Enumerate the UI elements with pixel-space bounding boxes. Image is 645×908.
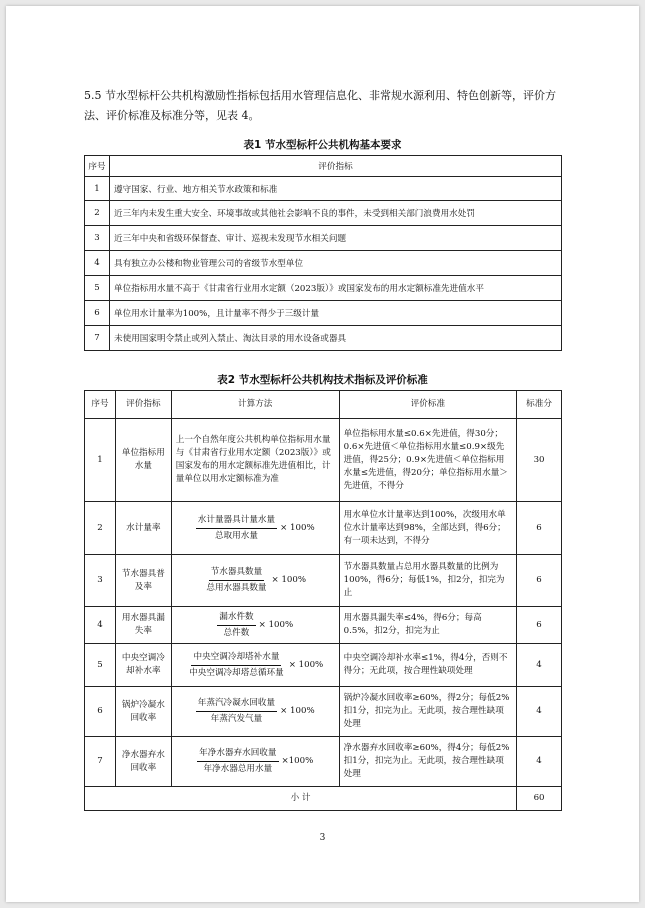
table2-cell-method xyxy=(171,644,339,687)
fraction xyxy=(204,566,268,595)
table2-header-criteria: 评价标准 xyxy=(339,391,516,419)
table1-row xyxy=(85,177,562,201)
table2-header-no: 序号 xyxy=(85,391,116,419)
table1-header-no: 序号 xyxy=(85,156,110,177)
table1-header-indicator: 评价指标 xyxy=(110,156,562,177)
table1-cell-no: 6 xyxy=(85,301,110,326)
table1-cell-no: 2 xyxy=(85,201,110,226)
fraction xyxy=(196,697,277,726)
table1-row xyxy=(85,201,562,226)
formula-numerator: 年蒸汽冷凝水回收量 xyxy=(196,697,277,712)
formula-denominator: 年蒸汽发气量 xyxy=(210,714,263,724)
table1-cell-text: 遵守国家、行业、地方相关节水政策和标准 xyxy=(110,177,562,201)
formula-multiplier: ×100% xyxy=(281,756,314,766)
table2-cell-indicator: 用水器具漏失率 xyxy=(115,607,171,644)
table2-cell-method: 上一个自然年度公共机构单位指标用水量与《甘肃省行业用水定额（2023版）》或国家发布的用水定额标准先进值相比，计量单位以用水定额标准为准 xyxy=(171,419,339,502)
table2-cell-indicator: 单位指标用水量 xyxy=(115,419,171,502)
table2-cell-method xyxy=(171,502,339,555)
table2-cell-no: 4 xyxy=(85,607,116,644)
formula-multiplier: × 100% xyxy=(271,575,307,585)
table2-cell-criteria: 用水单位水计量率达到100%，次级用水单位水计量率达到98%，全部达到，得6分；有一项未达到，不得分 xyxy=(339,502,516,555)
table2-cell-indicator: 锅炉冷凝水回收率 xyxy=(115,687,171,737)
formula-multiplier: × 100% xyxy=(280,706,315,716)
table2-technical-indicators xyxy=(84,390,562,811)
table2-row xyxy=(85,737,562,787)
table1-cell-text: 未使用国家明令禁止或列入禁止、淘汰目录的用水设备或器具 xyxy=(110,326,562,351)
table2-subtotal-score: 60 xyxy=(517,787,562,811)
table2-cell-score: 4 xyxy=(517,737,562,787)
table2-cell-criteria: 单位指标用水量≤0.6×先进值，得30分；0.6×先进值＜单位指标用水量≤0.9×级先进值，得25分；0.9×先进值＜单位指标用水量≤先进值，得20分；单位指标用水量＞先进值，不得分 xyxy=(339,419,516,502)
table2-cell-score: 6 xyxy=(517,607,562,644)
table1-cell-no: 1 xyxy=(85,177,110,201)
formula-numerator: 年净水器弃水回收量 xyxy=(197,747,278,762)
formula xyxy=(176,514,335,543)
table1-cell-no: 4 xyxy=(85,251,110,276)
table1-cell-no: 5 xyxy=(85,276,110,301)
table2-cell-criteria: 净水器弃水回收率≥60%，得4分；每低2%扣1分，扣完为止。无此项，按合理性缺项处理 xyxy=(339,737,516,787)
formula-multiplier: × 100% xyxy=(288,659,324,670)
table2-cell-method xyxy=(171,607,339,644)
table2-cell-criteria: 用水器具漏失率≤4%，得6分；每高0.5%，扣2分，扣完为止 xyxy=(339,607,516,644)
table2-row xyxy=(85,502,562,555)
fraction xyxy=(196,514,277,543)
table2-cell-no: 6 xyxy=(85,687,116,737)
table2-row xyxy=(85,644,562,687)
formula-numerator: 水计量器具计量水量 xyxy=(196,514,277,529)
table1-cell-text: 近三年中央和省级环保督查、审计、巡视未发现节水相关问题 xyxy=(110,226,562,251)
table1-cell-text: 单位指标用水量不高于《甘肃省行业用水定额（2023版）》或国家发布的用水定额标准先进值水平 xyxy=(110,276,562,301)
table2-cell-no: 3 xyxy=(85,555,116,607)
formula xyxy=(176,747,335,776)
table1-caption: 表1 节水型标杆公共机构基本要求 xyxy=(243,139,402,151)
formula-numerator: 漏水件数 xyxy=(217,611,255,626)
table2-row xyxy=(85,419,562,502)
table1-cell-text: 近三年内未发生重大安全、环境事故或其他社会影响不良的事件，未受到相关部门浪费用水处罚 xyxy=(110,201,562,226)
table1-header-row xyxy=(85,156,562,177)
table2-cell-score: 6 xyxy=(517,502,562,555)
table2-cell-criteria: 节水器具数量占总用水器具数量的比例为100%，得6分；每低1%，扣2分，扣完为止 xyxy=(339,555,516,607)
table2-cell-indicator: 中央空调冷却补水率 xyxy=(115,644,171,687)
formula-numerator: 中央空调冷却塔补水量 xyxy=(191,651,281,666)
formula xyxy=(176,651,335,680)
fraction xyxy=(187,651,286,680)
table2-cell-method xyxy=(171,737,339,787)
page-number: 3 xyxy=(319,833,326,843)
table1-cell-text: 具有独立办公楼和物业管理公司的省级节水型单位 xyxy=(110,251,562,276)
table2-subtotal-label: 小 计 xyxy=(85,787,517,811)
table2-cell-criteria: 中央空调冷却补水率≤1%，得4分，否则不得分；无此项，按合理性缺项处理 xyxy=(339,644,516,687)
table1-row xyxy=(85,251,562,276)
table1-cell-no: 7 xyxy=(85,326,110,351)
formula-denominator: 中央空调冷却塔总循环量 xyxy=(189,667,284,678)
table2-row xyxy=(85,607,562,644)
fraction xyxy=(197,747,278,776)
table2-caption: 表2 节水型标杆公共机构技术指标及评价标准 xyxy=(217,374,428,386)
table2-cell-score: 30 xyxy=(517,419,562,502)
table2-cell-indicator: 水计量率 xyxy=(115,502,171,555)
table1-row xyxy=(85,226,562,251)
table1-cell-text: 单位用水计量率为100%，且计量率不得少于三级计量 xyxy=(110,301,562,326)
table2-cell-method xyxy=(171,687,339,737)
table2-row xyxy=(85,687,562,737)
table1-row xyxy=(85,301,562,326)
table2-cell-no: 7 xyxy=(85,737,116,787)
table2-cell-method xyxy=(171,555,339,607)
table2-cell-score: 6 xyxy=(517,555,562,607)
table1-basic-requirements xyxy=(84,155,562,351)
formula-denominator: 总用水器具数量 xyxy=(206,583,267,593)
formula-multiplier: × 100% xyxy=(280,522,315,533)
formula-denominator: 总件数 xyxy=(223,627,250,638)
table2-cell-criteria: 锅炉冷凝水回收率≥60%，得2分；每低2%扣1分，扣完为止。无此项，按合理性缺项处理 xyxy=(339,687,516,737)
formula-denominator: 总取用水量 xyxy=(214,530,258,541)
formula xyxy=(176,566,335,595)
table1-row xyxy=(85,326,562,351)
table2-cell-score: 4 xyxy=(517,644,562,687)
table2-header-row xyxy=(85,391,562,419)
table1-row xyxy=(85,276,562,301)
formula xyxy=(176,611,335,640)
table1-cell-no: 3 xyxy=(85,226,110,251)
table2-cell-no: 1 xyxy=(85,419,116,502)
table2-header-score: 标准分 xyxy=(517,391,562,419)
table2-header-indicator: 评价指标 xyxy=(115,391,171,419)
formula xyxy=(176,697,335,726)
formula-denominator: 年净水器总用水量 xyxy=(203,764,273,774)
fraction xyxy=(217,611,255,640)
table2-header-method: 计算方法 xyxy=(171,391,339,419)
table2-cell-no: 2 xyxy=(85,502,116,555)
table2-subtotal-row xyxy=(85,787,562,811)
table2-cell-no: 5 xyxy=(85,644,116,687)
formula-multiplier: × 100% xyxy=(258,619,294,630)
intro-paragraph: 5.5 节水型标杆公共机构激励性指标包括用水管理信息化、非常规水源利用、特色创新等，评价方法、评价标准及标准分等，见表 4。 xyxy=(84,89,556,122)
table2-cell-score: 4 xyxy=(517,687,562,737)
formula-numerator: 节水器具数量 xyxy=(209,566,265,581)
table2-cell-indicator: 净水器弃水回收率 xyxy=(115,737,171,787)
table2-row xyxy=(85,555,562,607)
table2-cell-indicator: 节水器具普及率 xyxy=(115,555,171,607)
